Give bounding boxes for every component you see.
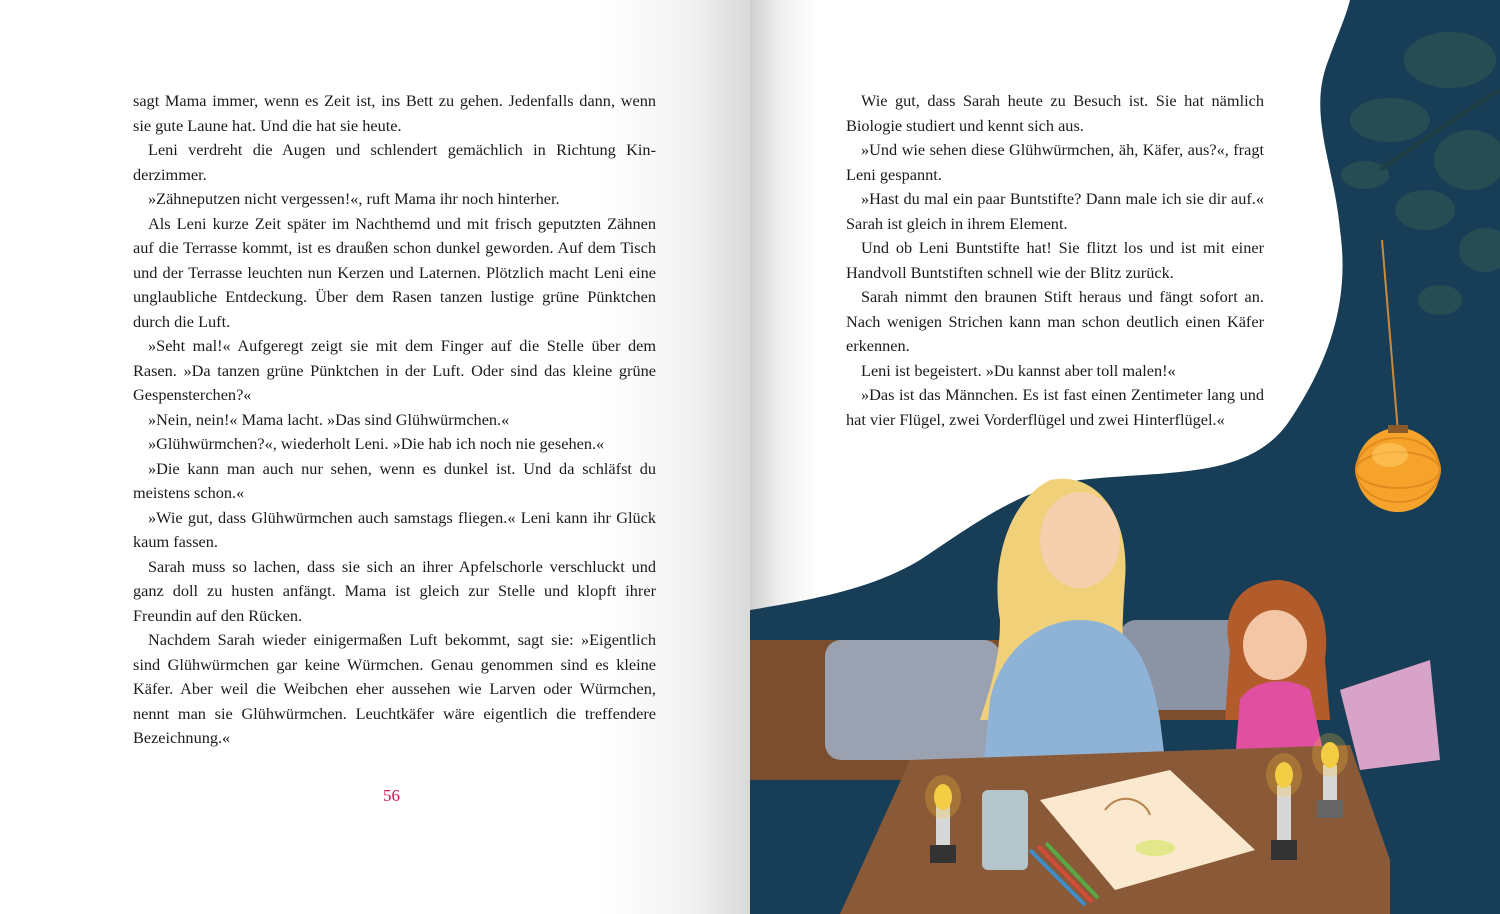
glass — [982, 790, 1028, 870]
paragraph: sagt Mama immer, wenn es Zeit ist, ins Bett zu gehen. Jedenfalls dann, wenn sie gute Laune hat. Und die hat sie heute. — [133, 91, 656, 135]
paragraph: »Hast du mal ein paar Buntstifte? Dann male ich sie dir auf.« Sarah ist gleich in ihrem Element. — [846, 189, 1264, 233]
paragraph: Als Leni kurze Zeit später im Nachthemd und mit frisch geputzten Zähnen auf die Terrasse kommt, ist es draußen schon dunkel geworden. Auf dem Tisch und der Terrasse leuchten nun Kerzen und Laternen. Plötzlich macht Leni eine unglaubliche Entdeckung. Über dem Rasen tanzen lustige grüne Pünktchen durch die Luft. — [133, 213, 656, 331]
right-page — [750, 0, 1500, 914]
paragraph: »Und wie sehen diese Glühwürmchen, äh, Käfer, aus?«, fragt Leni gespannt. — [846, 140, 1264, 184]
paragraph: Sarah nimmt den braunen Stift heraus und fängt sofort an. Nach wenigen Strichen kann man schon deutlich einen Käfer erkennen. — [846, 287, 1264, 355]
paragraph: »Wie gut, dass Glühwürmchen auch samstags fliegen.« Leni kann ihr Glück kaum fassen. — [133, 507, 656, 551]
paragraph: »Nein, nein!« Mama lacht. »Das sind Glühwürmchen.« — [148, 409, 510, 429]
paragraph: Nachdem Sarah wieder einigermaßen Luft bekommt, sagt sie: »Eigentlich sind Glühwürmchen gar keine Würmchen. Genau genommen sind es kleine Käfer. Aber weil die Weibchen eher aussehen wie Larven oder Würmchen, nennt man sie Glühwürmchen. Leuchtkäfer wäre eigentlich die treffendere Bezeichnung.« — [133, 630, 656, 747]
paragraph: »Das ist das Männchen. Es ist fast einen Zentimeter lang und hat vier Flügel, zwei Vorderflügel und zwei Hinterflügel.« — [846, 385, 1264, 429]
page-number: 56 — [383, 786, 400, 805]
girl-figure — [1225, 580, 1330, 760]
paragraph: »Die kann man auch nur sehen, wenn es dunkel ist. Und da schläfst du meistens schon.« — [133, 458, 656, 502]
paragraph: Sarah muss so lachen, dass sie sich an ihrer Apfelschorle verschluckt und ganz doll zu husten anfängt. Mama ist gleich zur Stelle und klopft ihrer Freundin auf den Rücken. — [133, 556, 656, 625]
paragraph: »Glühwürmchen?«, wiederholt Leni. »Die hab ich noch nie gesehen.« — [148, 434, 605, 453]
paragraph: Wie gut, dass Sarah heute zu Besuch ist. Sie hat nämlich Biologie studiert und kennt sich aus. — [846, 91, 1264, 135]
paragraph: Leni ist begeistert. »Du kannst aber toll malen!« — [861, 360, 1176, 380]
paragraph: »Zähneputzen nicht vergessen!«, ruft Mama ihr noch hinterher. — [148, 189, 560, 208]
right-page-text — [846, 89, 1264, 432]
paragraph: »Seht mal!« Aufgeregt zeigt sie mit dem Finger auf die Stelle über dem Rasen. »Da tanzen grüne Pünktchen in der Luft. Oder sind das kleine grüne Gespensterchen?« — [133, 336, 656, 404]
cushion — [825, 640, 1000, 760]
paragraph: Leni verdreht die Augen und schlendert gemächlich in Richtung Kinderzimmer. — [133, 140, 656, 184]
left-page-text — [133, 89, 656, 751]
paragraph: Und ob Leni Buntstifte hat! Sie flitzt los und ist mit einer Handvoll Buntstiften schnell wie der Blitz zurück. — [846, 238, 1264, 282]
